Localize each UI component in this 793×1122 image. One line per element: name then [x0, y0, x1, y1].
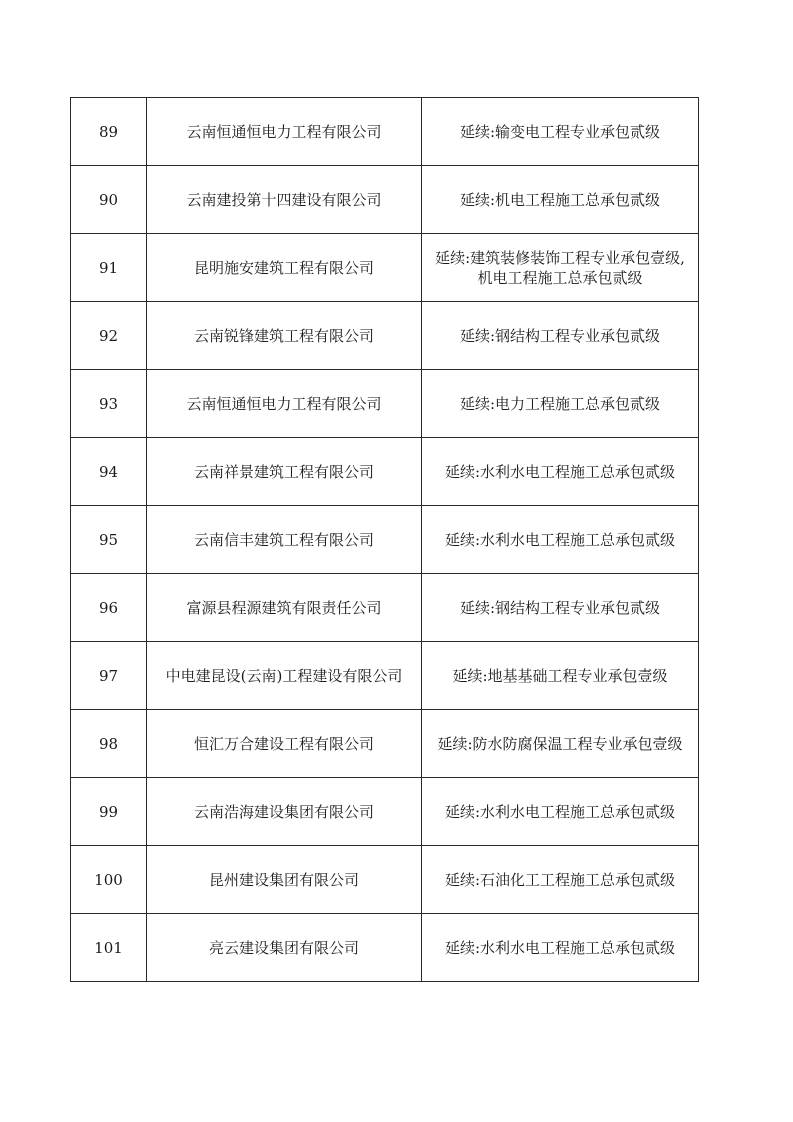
company-name: 昆州建设集团有限公司: [147, 846, 422, 914]
qualification-cell: [422, 778, 699, 846]
company-name: 云南恒通恒电力工程有限公司: [147, 370, 422, 438]
row-number: 89: [71, 98, 147, 166]
table-row: [71, 370, 699, 438]
qualification-text: 延续:地基基础工程专业承包壹级: [452, 666, 668, 685]
qualification-cell: [422, 438, 699, 506]
qualification-text: 延续:水利水电工程施工总承包贰级: [444, 938, 676, 957]
row-number: 95: [71, 506, 147, 574]
table-row: [71, 438, 699, 506]
qualification-text: 延续:电力工程施工总承包贰级: [459, 394, 661, 413]
qualification-text: 延续:建筑装修装饰工程专业承包壹级,: [435, 248, 685, 267]
qualification-text: 延续:水利水电工程施工总承包贰级: [444, 802, 676, 821]
row-number: 93: [71, 370, 147, 438]
table-row: [71, 846, 699, 914]
qualification-cell: [422, 914, 699, 982]
qualification-cell: [422, 302, 699, 370]
company-name: 云南祥景建筑工程有限公司: [147, 438, 422, 506]
row-number: 101: [71, 914, 147, 982]
company-name: 云南浩海建设集团有限公司: [147, 778, 422, 846]
company-name: 云南信丰建筑工程有限公司: [147, 506, 422, 574]
qualification-cell: [422, 506, 699, 574]
row-number: 99: [71, 778, 147, 846]
qualification-cell: [422, 710, 699, 778]
table-row: [71, 506, 699, 574]
company-name: 中电建昆设(云南)工程建设有限公司: [147, 642, 422, 710]
company-name: 云南锐锋建筑工程有限公司: [147, 302, 422, 370]
row-number: 96: [71, 574, 147, 642]
qualification-cell: [422, 370, 699, 438]
qualification-cell: [422, 98, 699, 166]
row-number: 91: [71, 234, 147, 302]
qualification-text: 延续:防水防腐保温工程专业承包壹级: [437, 734, 683, 753]
qualification-text: 延续:水利水电工程施工总承包贰级: [444, 462, 676, 481]
table-row: [71, 914, 699, 982]
table-row: [71, 710, 699, 778]
company-name: 昆明施安建筑工程有限公司: [147, 234, 422, 302]
company-name: 亮云建设集团有限公司: [147, 914, 422, 982]
company-name: 云南恒通恒电力工程有限公司: [147, 98, 422, 166]
qualification-cell: [422, 166, 699, 234]
row-number: 94: [71, 438, 147, 506]
table-row: [71, 642, 699, 710]
qualification-cell: [422, 574, 699, 642]
table-row: [71, 98, 699, 166]
qualification-cell: [422, 846, 699, 914]
qualification-text: 延续:机电工程施工总承包贰级: [459, 190, 661, 209]
qualification-text: 延续:输变电工程专业承包贰级: [459, 122, 661, 141]
qualification-cell: [422, 234, 699, 302]
qualification-text: 延续:钢结构工程专业承包贰级: [459, 598, 661, 617]
table-row: [71, 166, 699, 234]
row-number: 100: [71, 846, 147, 914]
table-body: [71, 98, 699, 982]
row-number: 97: [71, 642, 147, 710]
table-row: [71, 574, 699, 642]
row-number: 98: [71, 710, 147, 778]
table-row: [71, 234, 699, 302]
qualification-cell: [422, 642, 699, 710]
row-number: 90: [71, 166, 147, 234]
company-name: 云南建投第十四建设有限公司: [147, 166, 422, 234]
table-row: [71, 302, 699, 370]
company-name: 富源县程源建筑有限责任公司: [147, 574, 422, 642]
row-number: 92: [71, 302, 147, 370]
qualification-text: 延续:石油化工工程施工总承包贰级: [444, 870, 676, 889]
qualification-text: 机电工程施工总承包贰级: [477, 268, 643, 287]
qualification-table: [70, 97, 699, 982]
qualification-text: 延续:水利水电工程施工总承包贰级: [444, 530, 676, 549]
table-row: [71, 778, 699, 846]
company-name: 恒汇万合建设工程有限公司: [147, 710, 422, 778]
qualification-text: 延续:钢结构工程专业承包贰级: [459, 326, 661, 345]
